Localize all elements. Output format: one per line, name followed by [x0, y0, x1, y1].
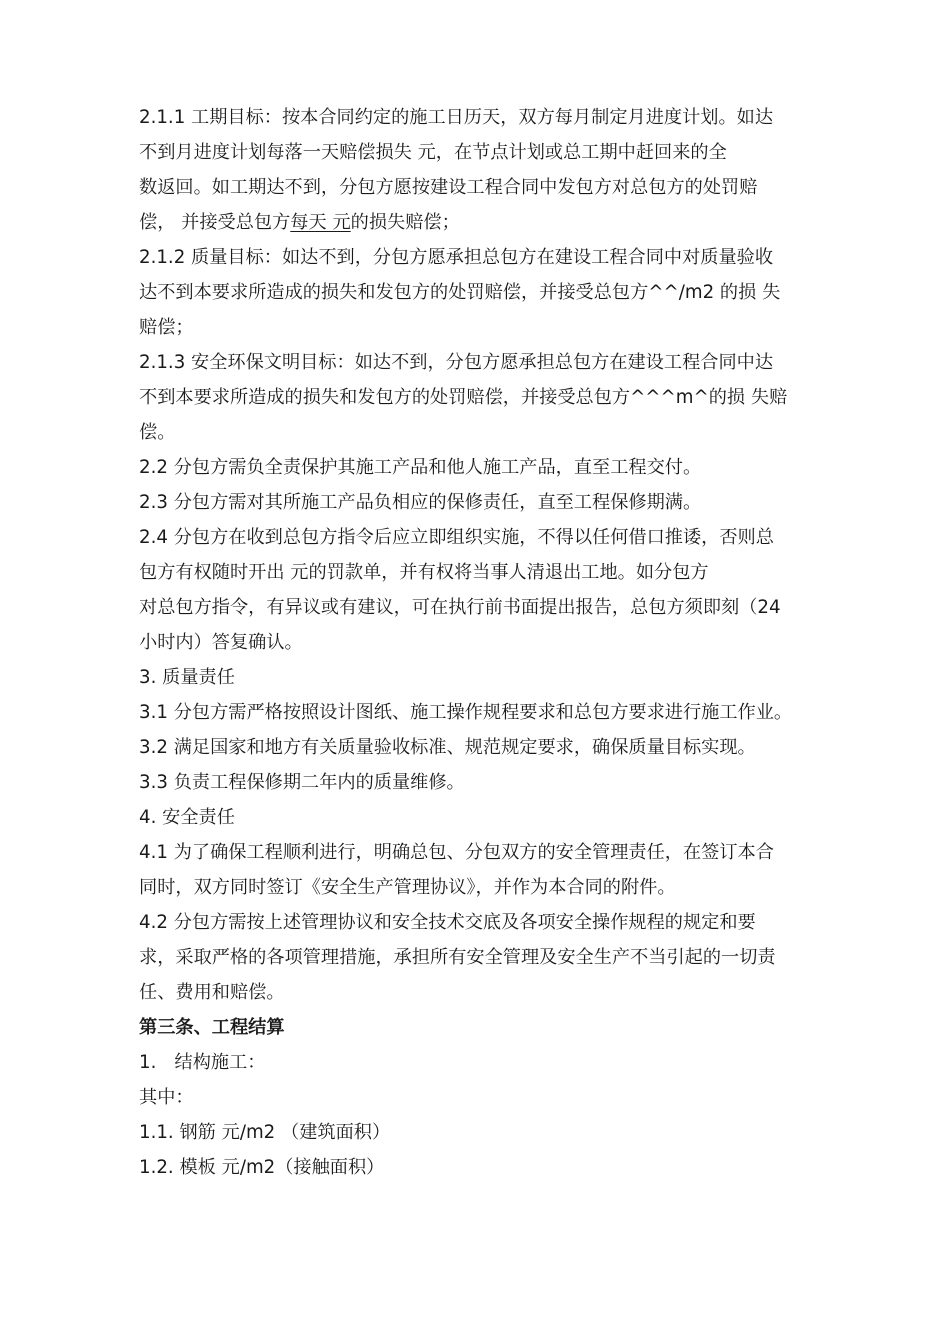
- paragraph-line: 4.1 为了确保工程顺利进行，明确总包、分包双方的安全管理责任，在签订本合: [139, 842, 774, 863]
- paragraph-line: 3.1 分包方需严格按照设计图纸、施工操作规程要求和总包方要求进行施工作业。: [139, 702, 793, 723]
- paragraph-line: 其中：: [139, 1087, 194, 1108]
- paragraph-line: [139, 205, 829, 240]
- paragraph-line: 2.1.2 质量目标：如达不到，分包方愿承担总包方在建设工程合同中对质量验收: [139, 247, 774, 268]
- paragraph-line: 数返回。如工期达不到，分包方愿按建设工程合同中发包方对总包方的处罚赔: [139, 177, 758, 198]
- section-heading: 3. 质量责任: [139, 667, 235, 688]
- paragraph-line: 达不到本要求所造成的损失和发包方的处罚赔偿，并接受总包方^^/m2 的损 失: [139, 282, 781, 303]
- paragraph-line: 1. 结构施工：: [139, 1052, 266, 1073]
- paragraph-line: 求，采取严格的各项管理措施，承担所有安全管理及安全生产不当引起的一切责: [139, 947, 776, 968]
- paragraph-line: 2.1.1 工期目标：按本合同约定的施工日历天，双方每月制定月进度计划。如达: [139, 107, 774, 128]
- paragraph-line: 2.3 分包方需对其所施工产品负相应的保修责任，直至工程保修期满。: [139, 492, 702, 513]
- document-page: [139, 100, 829, 1185]
- paragraph-line: 3.2 满足国家和地方有关质量验收标准、规范规定要求，确保质量目标实现。: [139, 737, 756, 758]
- paragraph-line: 不到月进度计划每落一天赔偿损失 元，在节点计划或总工期中赶回来的全: [139, 142, 727, 163]
- paragraph-line: 任、费用和赔偿。: [139, 982, 285, 1003]
- paragraph-line: 4.2 分包方需按上述管理协议和安全技术交底及各项安全操作规程的规定和要: [139, 912, 756, 933]
- article-heading: 第三条、工程结算: [139, 1017, 285, 1038]
- paragraph-line: 偿。: [139, 422, 176, 443]
- line-text: 偿， 并接受总包方: [139, 212, 291, 233]
- paragraph-line: 赔偿；: [139, 317, 194, 338]
- underlined-amount: 每天 元: [290, 212, 351, 233]
- paragraph-line: 2.4 分包方在收到总包方指令后应立即组织实施，不得以任何借口推诿，否则总: [139, 527, 774, 548]
- paragraph-line: 小时内）答复确认。: [139, 632, 303, 653]
- paragraph-line: 3.3 负责工程保修期二年内的质量维修。: [139, 772, 465, 793]
- paragraph-line: 对总包方指令，有异议或有建议，可在执行前书面提出报告，总包方须即刻（24: [139, 597, 781, 618]
- line-text: 的损失赔偿；: [350, 212, 460, 233]
- paragraph-line: 同时，双方同时签订《安全生产管理协议》，并作为本合同的附件。: [139, 877, 676, 898]
- section-heading: 4. 安全责任: [139, 807, 235, 828]
- paragraph-line: 1.1. 钢筋 元/m2 （建筑面积）: [139, 1122, 391, 1143]
- paragraph-line: 不到本要求所造成的损失和发包方的处罚赔偿，并接受总包方^^^m^的损 失赔: [139, 387, 788, 408]
- paragraph-line: 包方有权随时开出 元的罚款单，并有权将当事人清退出工地。如分包方: [139, 562, 709, 583]
- paragraph-line: 1.2. 模板 元/m2（接触面积）: [139, 1157, 385, 1178]
- paragraph-line: 2.2 分包方需负全责保护其施工产品和他人施工产品，直至工程交付。: [139, 457, 702, 478]
- paragraph-line: 2.1.3 安全环保文明目标：如达不到，分包方愿承担总包方在建设工程合同中达: [139, 352, 774, 373]
